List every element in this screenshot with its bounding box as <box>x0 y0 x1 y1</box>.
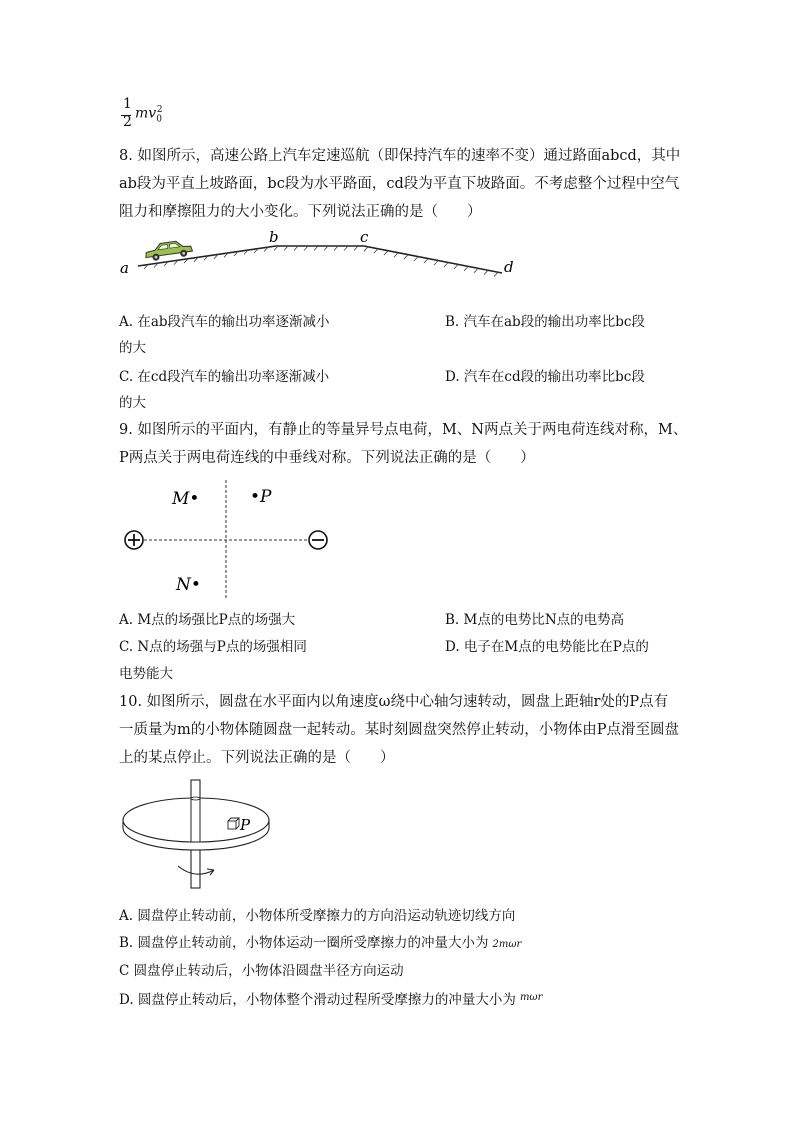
q10-option-c[interactable]: C 圆盘停止转动后，小物体沿圆盘半径方向运动 <box>119 963 404 979</box>
formula-expression <box>135 105 163 124</box>
q10-option-b-expression: 2mωr <box>492 939 522 950</box>
point-b-label: b <box>269 228 279 246</box>
q8-option-d-continued: 的大 <box>119 395 146 411</box>
point-d-label: d <box>504 258 514 276</box>
q10-stem-line1: 10. 如图所示，圆盘在水平面内以角速度ω绕中心轴匀速转动，圆盘上距轴r处的P点有 <box>119 694 669 710</box>
q8-option-c[interactable]: C. 在cd段汽车的输出功率逐渐减小 <box>119 369 330 385</box>
q10-stem-line3: 上的某点停止。下列说法正确的是（ ） <box>119 750 395 766</box>
q8-option-a[interactable]: A. 在ab段汽车的输出功率逐渐减小 <box>119 314 330 330</box>
q9-charge-diagram <box>118 476 338 606</box>
formula-superscript: 2 <box>156 105 163 115</box>
q9-option-d[interactable]: D. 电子在M点的电势能比在P点的 <box>445 639 649 655</box>
q8-stem-line3: 阻力和摩擦阻力的大小变化。下列说法正确的是（ ） <box>119 204 482 220</box>
point-p-label: •P <box>250 487 272 507</box>
point-c-label: c <box>360 228 369 246</box>
q8-road-diagram <box>118 228 518 288</box>
q10-option-d-text: D. 圆盘停止转动后，小物体整个滑动过程所受摩擦力的冲量大小为 <box>119 992 516 1008</box>
formula-subscript: 0 <box>156 114 162 125</box>
q9-stem-line2: P两点关于两电荷连线的中垂线对称。下列说法正确的是（ ） <box>119 450 535 466</box>
fraction-denominator: 2 <box>123 114 132 130</box>
q10-disk-diagram <box>118 778 288 893</box>
q8-option-b[interactable]: B. 汽车在ab段的输出功率比bc段 <box>445 314 645 330</box>
q8-stem-line1: 8. 如图所示，高速公路上汽车定速巡航（即保持汽车的速率不变）通过路面abcd，其中 <box>119 148 681 164</box>
q9-option-d-continued: 电势能大 <box>119 666 173 682</box>
q10-option-a[interactable]: A. 圆盘停止转动前，小物体所受摩擦力的方向沿运动轨迹切线方向 <box>119 908 516 924</box>
q10-option-d-expression: mωr <box>519 992 543 1003</box>
q8-option-b-continued: 的大 <box>119 340 146 356</box>
q9-option-b[interactable]: B. M点的电势比N点的电势高 <box>445 612 625 628</box>
fraction-numerator: 1 <box>123 96 132 112</box>
q10-option-d[interactable] <box>119 988 542 1010</box>
formula-mv: mv <box>135 105 157 122</box>
negative-charge-icon <box>309 531 327 549</box>
point-m-label: M• <box>172 489 200 509</box>
q8-stem-line2: ab段为平直上坡路面，bc段为水平路面，cd段为平直下坡路面。不考虑整个过程中空气 <box>119 176 680 192</box>
point-n-label: N• <box>176 575 201 595</box>
point-a-label: a <box>120 259 129 277</box>
q10-option-b[interactable] <box>119 933 521 955</box>
q10-stem-line2: 一质量为m的小物体随圆盘一起转动。某时刻圆盘突然停止转动，小物体由P点滑至圆盘 <box>119 722 680 738</box>
q9-stem-line1: 9. 如图所示的平面内，有静止的等量异号点电荷，M、N两点关于两电荷连线对称，M、 <box>119 422 688 438</box>
q9-option-a[interactable]: A. M点的场强比P点的场强大 <box>119 612 296 628</box>
q9-option-c[interactable]: C. N点的场强与P点的场强相同 <box>119 639 307 655</box>
q8-option-d[interactable]: D. 汽车在cd段的输出功率比bc段 <box>445 369 645 385</box>
positive-charge-icon <box>125 531 143 549</box>
point-p-label: P <box>240 816 251 834</box>
q10-option-b-text: B. 圆盘停止转动前，小物体运动一圈所受摩擦力的冲量大小为 <box>119 935 489 951</box>
